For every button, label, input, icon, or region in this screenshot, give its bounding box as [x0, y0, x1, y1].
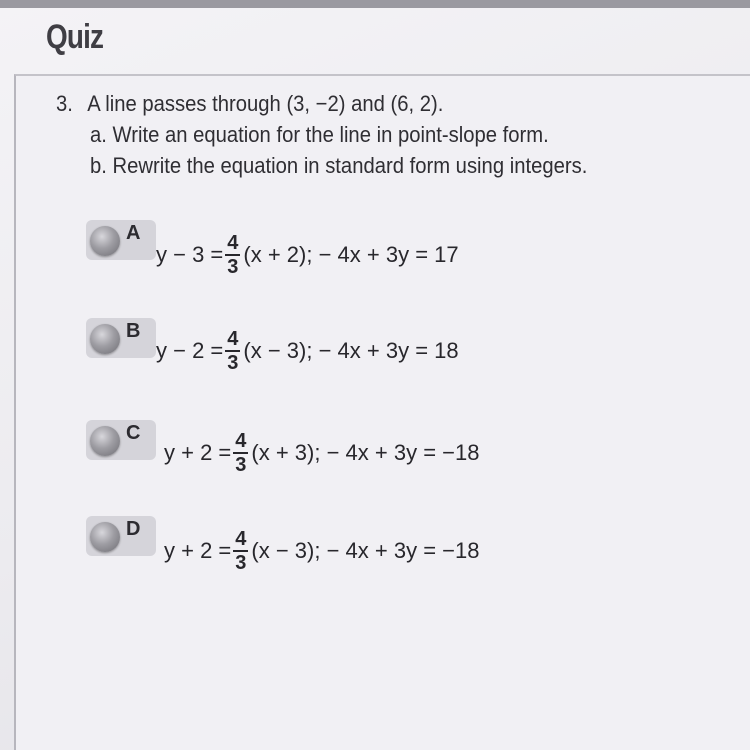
- fraction-numerator: 4: [235, 430, 247, 452]
- equation-rhs: (x − 3); − 4x + 3y = −18: [251, 538, 480, 563]
- option-letter: D: [126, 518, 141, 540]
- answer-option-c[interactable]: [84, 420, 584, 480]
- question-part-a: a. Write an equation for the line in point-slope form.: [90, 122, 549, 147]
- option-equation: [156, 232, 459, 278]
- option-letter: C: [126, 422, 141, 444]
- fraction-denominator: 3: [227, 352, 239, 374]
- fraction-numerator: 4: [227, 328, 239, 350]
- fraction-denominator: 3: [235, 454, 247, 476]
- window-top-bar: [0, 0, 750, 8]
- equation-lhs: y − 2 =: [156, 338, 224, 363]
- slope-fraction: [225, 328, 240, 374]
- question-part-b: b. Rewrite the equation in standard form using integers.: [90, 153, 588, 178]
- answer-option-d[interactable]: [84, 516, 584, 576]
- radio-button-a[interactable]: [90, 226, 120, 256]
- option-letter: A: [126, 222, 141, 244]
- slope-fraction: [233, 528, 248, 574]
- answer-option-b[interactable]: [84, 318, 584, 378]
- equation-lhs: y + 2 =: [164, 538, 232, 563]
- option-letter: B: [126, 320, 141, 342]
- equation-rhs: (x + 3); − 4x + 3y = −18: [251, 440, 480, 465]
- option-equation: [164, 430, 479, 476]
- question-block: [56, 88, 634, 181]
- radio-button-b[interactable]: [90, 324, 120, 354]
- fraction-denominator: 3: [235, 552, 247, 574]
- fraction-numerator: 4: [227, 232, 239, 254]
- slope-fraction: [225, 232, 240, 278]
- answer-option-a[interactable]: [84, 220, 584, 280]
- equation-rhs: (x − 3); − 4x + 3y = 18: [243, 338, 459, 363]
- equation-lhs: y − 3 =: [156, 242, 224, 267]
- fraction-numerator: 4: [235, 528, 247, 550]
- question-text: A line passes through (3, −2) and (6, 2).: [87, 91, 444, 116]
- option-equation: [156, 328, 459, 374]
- question-number: 3.: [56, 91, 73, 116]
- equation-rhs: (x + 2); − 4x + 3y = 17: [243, 242, 459, 267]
- option-equation: [164, 528, 479, 574]
- fraction-denominator: 3: [227, 256, 239, 278]
- radio-button-d[interactable]: [90, 522, 120, 552]
- slope-fraction: [233, 430, 248, 476]
- question-stem: [56, 88, 587, 119]
- radio-button-c[interactable]: [90, 426, 120, 456]
- page-title: Quiz: [46, 18, 104, 56]
- equation-lhs: y + 2 =: [164, 440, 232, 465]
